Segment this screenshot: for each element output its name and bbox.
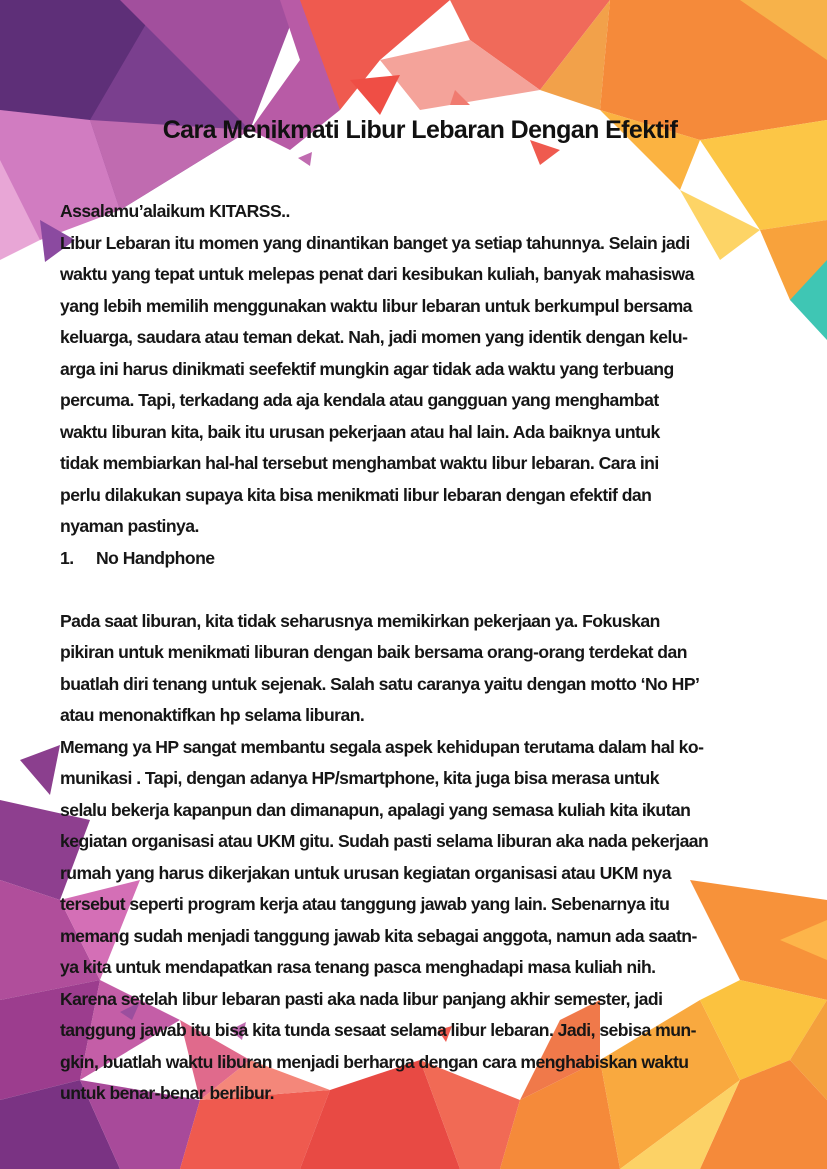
- page-title: Cara Menikmati Libur Lebaran Dengan Efektif: [162, 116, 678, 144]
- spacer: [60, 574, 782, 606]
- text-line: waktu liburan kita, baik itu urusan pekerjaan atau hal lain. Ada baiknya untuk: [60, 421, 660, 442]
- text-line: kegiatan organisasi atau UKM gitu. Sudah pasti selama liburan aka nada pekerjaan: [60, 831, 709, 851]
- text-line: Karena setelah libur lebaran pasti aka nada libur panjang akhir semester, jadi: [60, 988, 663, 1009]
- text-line: atau menonaktifkan hp selama liburan.: [60, 705, 365, 725]
- text-line: tersebut seperti program kerja atau tanggung jawab yang lain. Sebenarnya itu: [60, 894, 670, 914]
- text-line: yang lebih memilih menggunakan waktu libur lebaran untuk berkumpul bersama: [60, 295, 692, 316]
- paragraph-intro: [60, 228, 782, 543]
- text-line: selalu bekerja kapanpun dan dimanapun, apalagi yang semasa kuliah kita ikutan: [60, 799, 691, 820]
- paragraph-no-hp: [60, 606, 782, 732]
- text-line: Pada saat liburan, kita tidak seharusnya memikirkan pekerjaan ya. Fokuskan: [60, 610, 660, 631]
- text-line: Memang ya HP sangat membantu segala aspek kehidupan terutama dalam hal ko-: [60, 736, 704, 757]
- article-body: [60, 196, 782, 1110]
- text-line: memang sudah menjadi tanggung jawab kita sebagai anggota, namun ada saatn-: [60, 925, 697, 946]
- text-line: untuk benar-benar berlibur.: [60, 1083, 274, 1103]
- text-line: waktu yang tepat untuk melepas penat dari kesibukan kuliah, banyak mahasiswa: [60, 264, 694, 284]
- text-line: percuma. Tapi, terkadang ada aja kendala atau gangguan yang menghambat: [60, 390, 659, 410]
- text-line: arga ini harus dinikmati seefektif mungkin agar tidak ada waktu yang terbuang: [60, 358, 674, 379]
- text-line: rumah yang harus dikerjakan untuk urusan kegiatan organisasi atau UKM nya: [60, 862, 672, 883]
- text-line: tanggung jawab itu bisa kita tunda sesaat selama libur lebaran. Jadi, sebisa mun-: [60, 1020, 696, 1040]
- list-item-label: No Handphone: [96, 547, 215, 568]
- text-line: pikiran untuk menikmati liburan dengan baik bersama orang-orang terdekat dan: [60, 642, 687, 662]
- text-line: munikasi . Tapi, dengan adanya HP/smartphone, kita juga bisa merasa untuk: [60, 768, 659, 788]
- text-line: gkin, buatlah waktu liburan menjadi berharga dengan cara menghabiskan waktu: [60, 1051, 689, 1072]
- text-line: keluarga, saudara atau teman dekat. Nah, jadi momen yang identik dengan kelu-: [60, 327, 688, 347]
- text-line: tidak membiarkan hal-hal tersebut menghambat waktu libur lebaran. Cara ini: [60, 453, 659, 473]
- greeting-line: Assalamu’alaikum KITARSS..: [60, 201, 290, 221]
- paragraph-hp-usage: [60, 732, 782, 1110]
- text-line: ya kita untuk mendapatkan rasa tenang pasca menghadapi masa kuliah nih.: [60, 957, 656, 977]
- text-line: Libur Lebaran itu momen yang dinantikan banget ya setiap tahunnya. Selain jadi: [60, 232, 690, 253]
- list-item-number: 1.: [60, 547, 74, 568]
- text-line: nyaman pastinya.: [60, 516, 199, 536]
- text-line: buatlah diri tenang untuk sejenak. Salah satu caranya yaitu dengan motto ‘No HP’: [60, 673, 700, 694]
- list-item-no-handphone: [60, 543, 782, 575]
- text-line: perlu dilakukan supaya kita bisa menikmati libur lebaran dengan efektif dan: [60, 484, 652, 505]
